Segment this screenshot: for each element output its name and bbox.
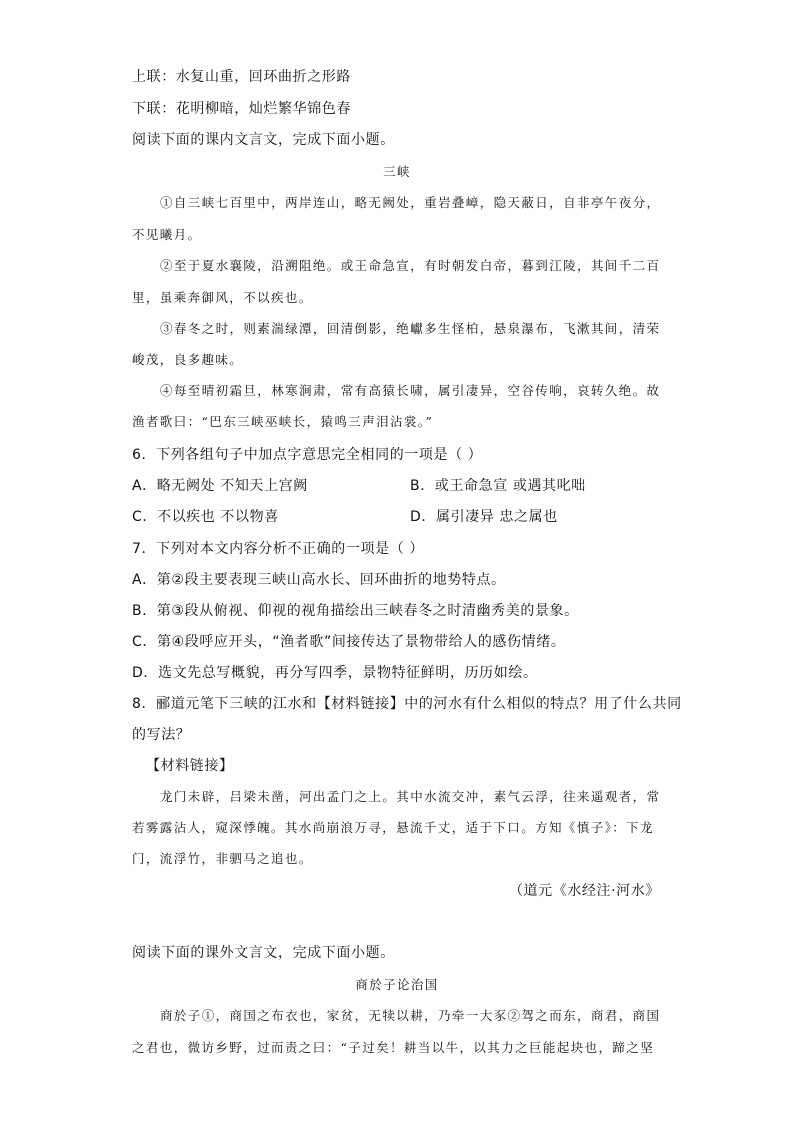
couplet-lower: 下联：花明柳暗，灿烂繁华锦色春 [132,101,351,117]
passage-line: ②至于夏水襄陵，沿溯阻绝。或王命急宣，有时朝发白帝，暮到江陵，其间千二百 [160,258,661,273]
question-6-option-a: A．略无阙处 不知天上宫阙 [132,478,308,494]
material-link-label: 【材料链接】 [146,758,234,774]
passage-title-shangyuzi: 商於子论治国 [355,977,439,992]
question-7-option-a: A．第②段主要表现三峡山高水长、回环曲折的地势特点。 [132,572,506,588]
passage-title-sanxia: 三峡 [383,164,411,179]
question-7-option-b: B．第③段从俯视、仰视的视角描绘出三峡春冬之时清幽秀美的景象。 [132,603,579,619]
passage-line: 峻茂，良多趣味。 [132,352,244,367]
question-8-stem-line1: 8．郦道元笔下三峡的江水和【材料链接】中的河水有什么相似的特点？用了什么共同 [132,696,682,712]
question-7-option-c: C．第④段呼应开头，“渔者歌”间接传达了景物带给人的感伤情绪。 [132,634,566,650]
passage-line: 不见曦月。 [132,227,202,242]
passage-line: 里，虽乘奔御风，不以疾也。 [132,290,313,305]
question-6-option-d: D．属引凄异 忠之属也 [410,509,558,525]
material-source: （道元《水经注·河水》 [508,883,660,899]
question-6-stem: 6．下列各组句子中加点字意思完全相同的一项是（ ） [132,447,483,463]
passage-line: ④每至晴初霜旦，林寒涧肃，常有高猿长啸，属引凄异，空谷传响，哀转久绝。故 [160,383,661,398]
material-line: 门，流浮竹，非驷马之追也。 [132,851,313,866]
question-7-stem: 7．下列对本文内容分析不正确的一项是（ ） [132,541,424,557]
passage-line: 渔者歌曰：“巴东三峡巫峡长，猿鸣三声泪沾裳。” [132,414,434,429]
question-8-stem-line2: 的写法？ [132,727,191,743]
reading-intro-2: 阅读下面的课外文言文，完成下面小题。 [132,945,395,961]
passage-line: 商於子①，商国之布衣也，家贫，无犊以耕，乃牵一大豕②驾之而东，商君，商国 [160,1008,661,1023]
material-line: 若雾露沾人，窥深悸魄。其水尚崩浪万寻，悬流千丈，适于下口。方知《慎子》：下龙 [132,820,654,835]
reading-intro-1: 阅读下面的课内文言文，完成下面小题。 [132,132,395,148]
passage-line: 之君也，微访乡野，过而责之曰：“子过矣！耕当以牛，以其力之巨能起块也，蹄之坚 [132,1040,655,1055]
couplet-upper: 上联：水复山重，回环曲折之形路 [132,69,351,85]
material-line: 龙门未辟，吕梁未凿，河出孟门之上。其中水流交冲，素气云浮，往来遥观者，常 [160,789,661,804]
passage-line: ①自三峡七百里中，两岸连山，略无阙处，重岩叠嶂，隐天蔽日，自非亭午夜分， [160,195,661,210]
passage-line: ③春冬之时，则素湍绿潭，回清倒影，绝巘多生怪柏，悬泉瀑布，飞漱其间，清荣 [160,321,661,336]
question-6-option-b: B．或王命急宣 或遇其叱咄 [410,478,586,494]
question-7-option-d: D．选文先总写概貌，再分写四季，景物特征鲜明，历历如绘。 [132,665,538,681]
question-6-option-c: C．不以疾也 不以物喜 [132,509,279,525]
